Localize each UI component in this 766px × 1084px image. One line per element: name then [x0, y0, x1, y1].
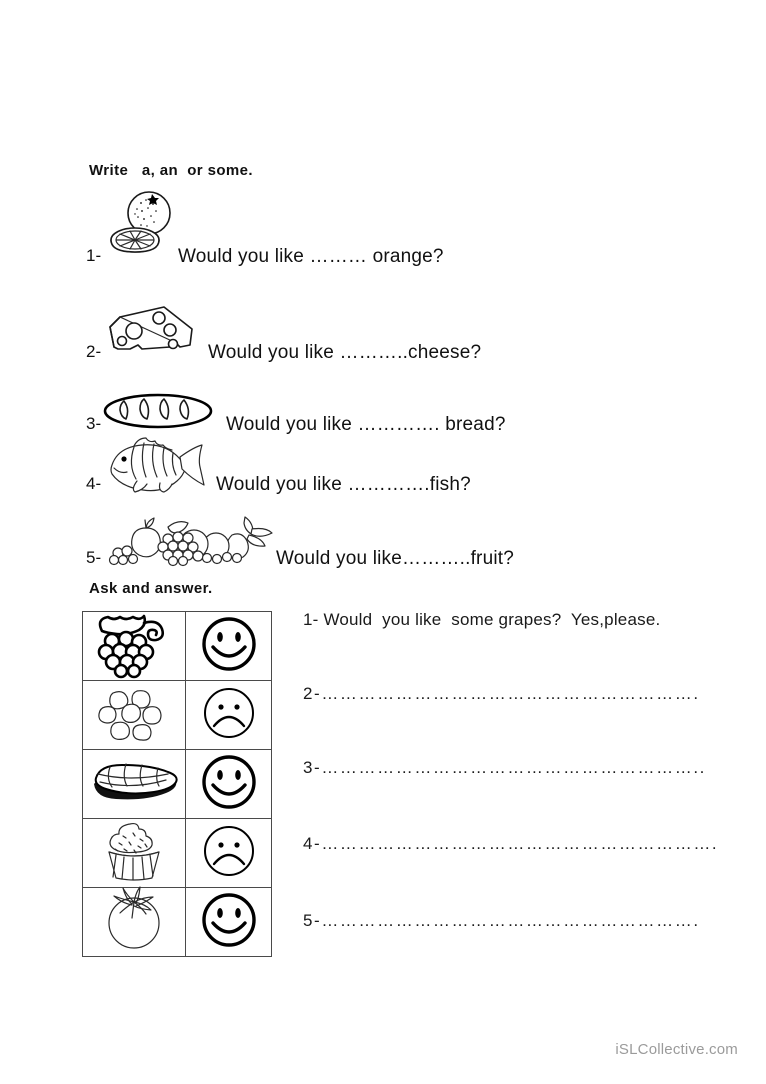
- exercise-number-4: 4-: [86, 474, 102, 493]
- tomato-icon: [83, 890, 185, 955]
- orange-icon: [108, 187, 178, 268]
- exercise-text-1: Would you like ……… orange?: [178, 246, 444, 267]
- table-row: [83, 750, 272, 819]
- answer-line-2: 2-…………………………………………………….: [303, 684, 700, 703]
- smiley-sad-icon: [186, 824, 271, 883]
- table-cell-food: [83, 612, 186, 681]
- exercise-number-2: 2-: [86, 342, 102, 361]
- exercise-number-5: 5-: [86, 548, 102, 567]
- answer-line-3: 3-……………………………………………………..: [303, 758, 706, 777]
- smiley-happy-icon: [186, 615, 271, 678]
- exercise-text-3: Would you like …………. bread?: [226, 414, 506, 435]
- site-watermark: iSLCollective.com: [615, 1041, 738, 1058]
- fish-icon: [104, 435, 208, 498]
- exercise-text-4: Would you like ………….fish?: [216, 474, 471, 495]
- answer-line-4: 4-……………………………………………………….: [303, 834, 719, 853]
- smiley-sad-icon: [186, 686, 271, 745]
- section-heading-ask: Ask and answer.: [89, 580, 213, 597]
- answer-line-5: 5-…………………………………………………….: [303, 911, 700, 930]
- table-cell-food: [83, 750, 186, 819]
- cheese-icon: [102, 301, 200, 366]
- answer-line-1: 1- Would you like some grapes? Yes,please.: [303, 610, 661, 629]
- cupcake-icon: [83, 820, 185, 887]
- table-row: [83, 888, 272, 957]
- table-cell-food: [83, 819, 186, 888]
- table-cell-face: [186, 681, 272, 750]
- smiley-happy-icon: [186, 891, 271, 954]
- cashews-icon: [83, 685, 185, 746]
- exercise-row-2: [86, 292, 726, 364]
- section-heading-write: Write a, an or some.: [89, 162, 253, 179]
- table-row: [83, 819, 272, 888]
- table-cell-face: [186, 819, 272, 888]
- table-cell-food: [83, 888, 186, 957]
- table-row: [83, 612, 272, 681]
- table-cell-face: [186, 750, 272, 819]
- exercise-number-1: 1-: [86, 246, 102, 265]
- fruit-icon: [106, 513, 274, 570]
- table-cell-food: [83, 681, 186, 750]
- table-cell-face: [186, 888, 272, 957]
- exercise-text-2: Would you like ………..cheese?: [208, 342, 482, 363]
- grapes-icon: [83, 613, 185, 680]
- exercise-number-3: 3-: [86, 414, 102, 433]
- exercise-row-4: [86, 424, 726, 496]
- exercise-text-5: Would you like………..fruit?: [276, 548, 515, 569]
- table-row: [83, 681, 272, 750]
- exercise-row-1: [86, 196, 726, 268]
- steak-icon: [83, 760, 185, 809]
- smiley-happy-icon: [186, 753, 271, 816]
- table-cell-face: [186, 612, 272, 681]
- preference-table: [82, 611, 272, 957]
- exercise-row-5: [86, 498, 726, 570]
